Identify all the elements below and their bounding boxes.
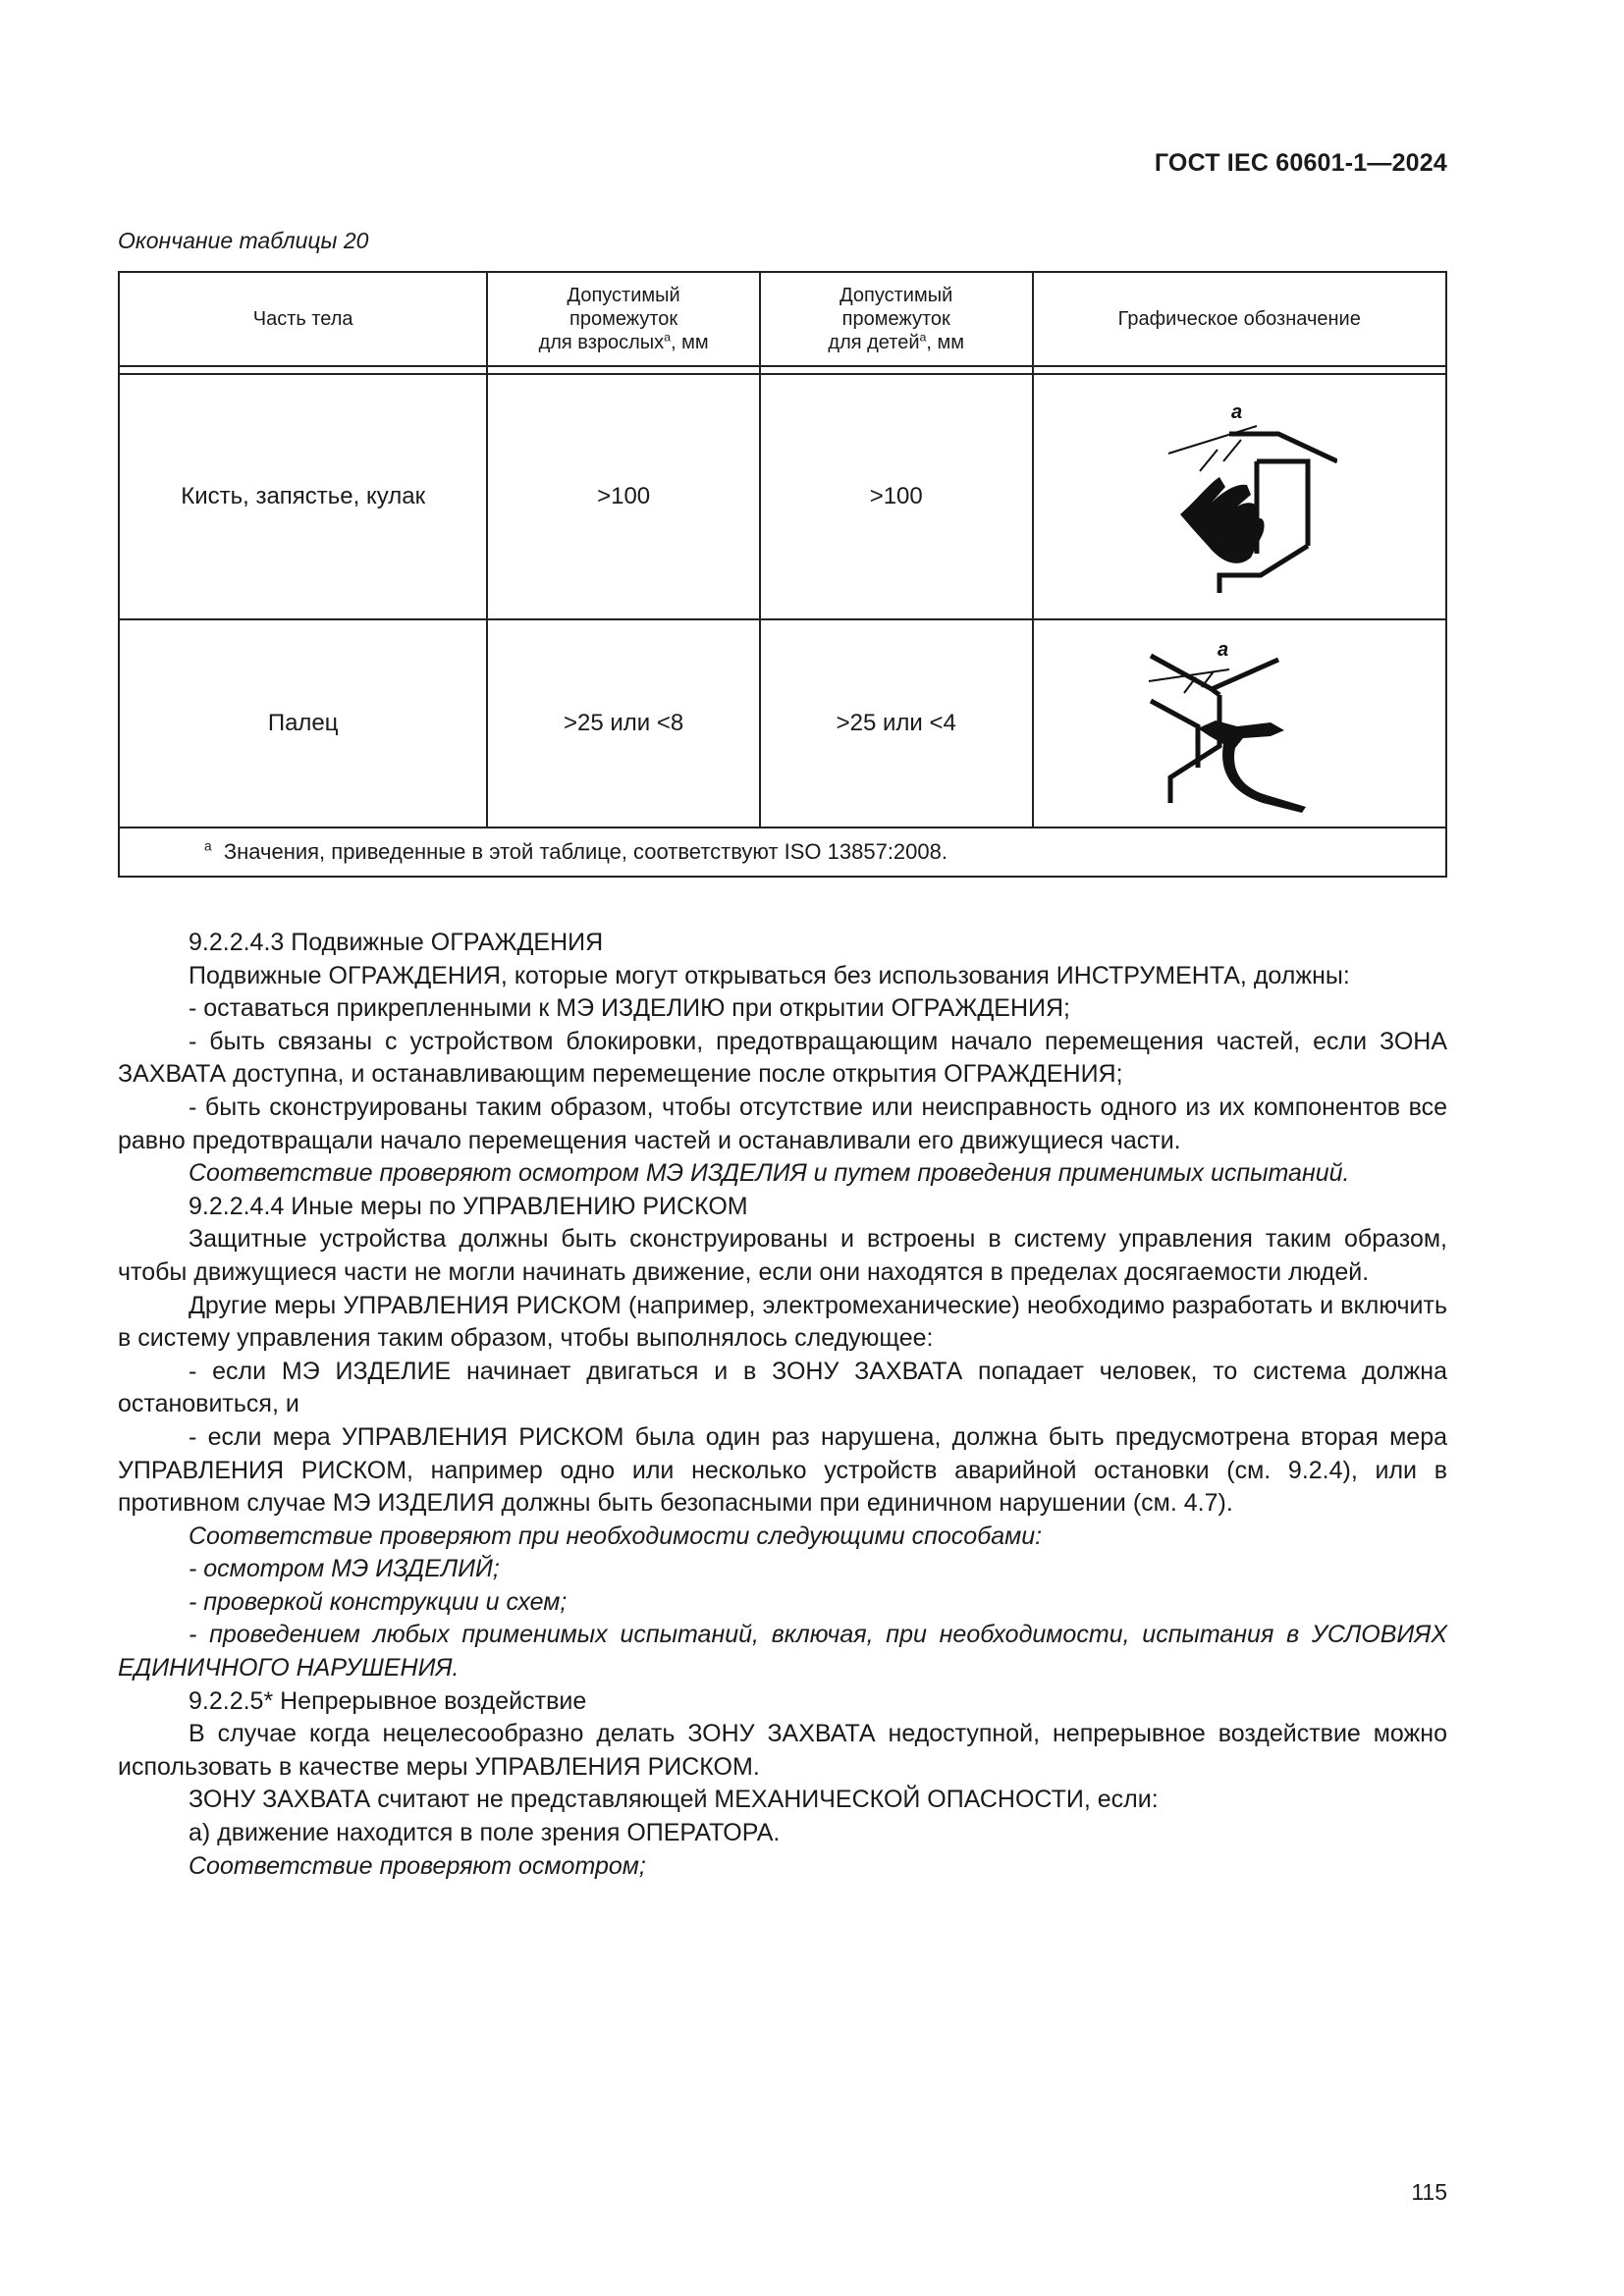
list-item: - быть сконструированы таким образом, чтобы отсутствие или неисправность одного из их компонентов все равно предотвращали начало перемещения частей и останавливали его движущиеся части. <box>118 1093 1447 1154</box>
list-item: - проведением любых применимых испытаний, включая, при необходимости, испытания в УСЛОВИЯХ ЕДИНИЧНОГО НАРУШЕНИЯ. <box>118 1621 1447 1682</box>
cell-child-gap: >25 или <4 <box>760 619 1033 828</box>
list-item: - если мера УПРАВЛЕНИЯ РИСКОМ была один раз нарушена, должна быть предусмотрена вторая мера УПРАВЛЕНИЯ РИСКОМ, например одно или несколько устройств аварийной остановки (см. 9.2.4), или в противном случае МЭ ИЗДЕЛИЯ должны быть безопасными при единичном нарушении (см. 4.7). <box>118 1422 1447 1518</box>
table-footnote: $^а$ Значения, приведенные в этой таблице, соответствуют ISO 13857:2008. <box>119 828 1446 877</box>
paragraph: В случае когда нецелесообразно делать ЗОНУ ЗАХВАТА недоступной, непрерывное воздействие можно использовать в качестве меры УПРАВЛЕНИЯ РИСКОМ. <box>118 1720 1447 1781</box>
hand-gap-icon <box>1141 389 1337 605</box>
list-item: - быть связаны с устройством блокировки, предотвращающим начало перемещения частей, если ЗОНА ЗАХВАТА доступна, и останавливающим перемещение после открытия ОГРАЖДЕНИЯ; <box>118 1027 1447 1089</box>
table-caption: Окончание таблицы 20 <box>118 228 369 253</box>
paragraph: Другие меры УПРАВЛЕНИЯ РИСКОМ (например, электромеханические) необходимо разработать и включить в систему управления таким образом, чтобы выполнялось следующее: <box>118 1291 1447 1353</box>
table-20 <box>118 271 1447 878</box>
section-heading: 9.2.2.4.4 Иные меры по УПРАВЛЕНИЮ РИСКОМ <box>189 1192 748 1220</box>
list-item: - если МЭ ИЗДЕЛИЕ начинает двигаться и в ЗОНУ ЗАХВАТА попадает человек, то система должна остановиться, и <box>118 1357 1447 1418</box>
cell-body-part: Кисть, запястье, кулак <box>119 374 487 619</box>
col-header-child-gap: Допустимый промежуток для детей$^а$, мм <box>760 272 1033 366</box>
section-heading: 9.2.2.5* Непрерывное воздействие <box>189 1686 587 1715</box>
compliance-note: Соответствие проверяют при необходимости следующими способами: <box>189 1522 1043 1550</box>
list-item: - оставаться прикрепленными к МЭ ИЗДЕЛИЮ при открытии ОГРАЖДЕНИЯ; <box>189 994 1070 1023</box>
compliance-note: Соответствие проверяют осмотром МЭ ИЗДЕЛИЯ и путем проведения применимых испытаний. <box>189 1159 1350 1188</box>
cell-child-gap: >100 <box>760 374 1033 619</box>
col-header-adult-gap: Допустимый промежуток для взрослых$^а$, мм <box>487 272 760 366</box>
paragraph: Защитные устройства должны быть сконструированы и встроены в систему управления таким образом, чтобы движущиеся части не могли начинать движение, если они находятся в пределах досягаемости людей. <box>118 1225 1447 1286</box>
table-row <box>119 374 1446 619</box>
list-item: a) движение находится в поле зрения ОПЕРАТОРА. <box>189 1819 781 1847</box>
cell-symbol <box>1033 619 1446 828</box>
list-item: - осмотром МЭ ИЗДЕЛИЙ; <box>189 1555 500 1583</box>
cell-adult-gap: >100 <box>487 374 760 619</box>
table-note-row <box>119 828 1446 877</box>
table-row <box>119 619 1446 828</box>
col-header-body-part: Часть тела <box>119 272 487 366</box>
paragraph: ЗОНУ ЗАХВАТА считают не представляющей МЕХАНИЧЕСКОЙ ОПАСНОСТИ, если: <box>189 1786 1159 1814</box>
section-heading: 9.2.2.4.3 Подвижные ОГРАЖДЕНИЯ <box>189 929 604 956</box>
table-header-row <box>119 272 1446 366</box>
cell-adult-gap: >25 или <8 <box>487 619 760 828</box>
svg-text:a: a <box>1231 401 1243 423</box>
body-text <box>118 927 1447 1883</box>
page-number: 115 <box>1411 2179 1447 2205</box>
cell-body-part: Палец <box>119 619 487 828</box>
cell-symbol <box>1033 374 1446 619</box>
paragraph: Подвижные ОГРАЖДЕНИЯ, которые могут открываться без использования ИНСТРУМЕНТА, должны: <box>189 961 1350 989</box>
svg-text:a: a <box>1218 639 1229 661</box>
standard-header: ГОСТ IEC 60601-1—2024 <box>1154 149 1447 177</box>
compliance-note: Соответствие проверяют осмотром; <box>189 1851 646 1880</box>
list-item: - проверкой конструкции и схем; <box>189 1587 568 1616</box>
col-header-symbol: Графическое обозначение <box>1033 272 1446 366</box>
finger-gap-icon <box>1141 630 1337 817</box>
